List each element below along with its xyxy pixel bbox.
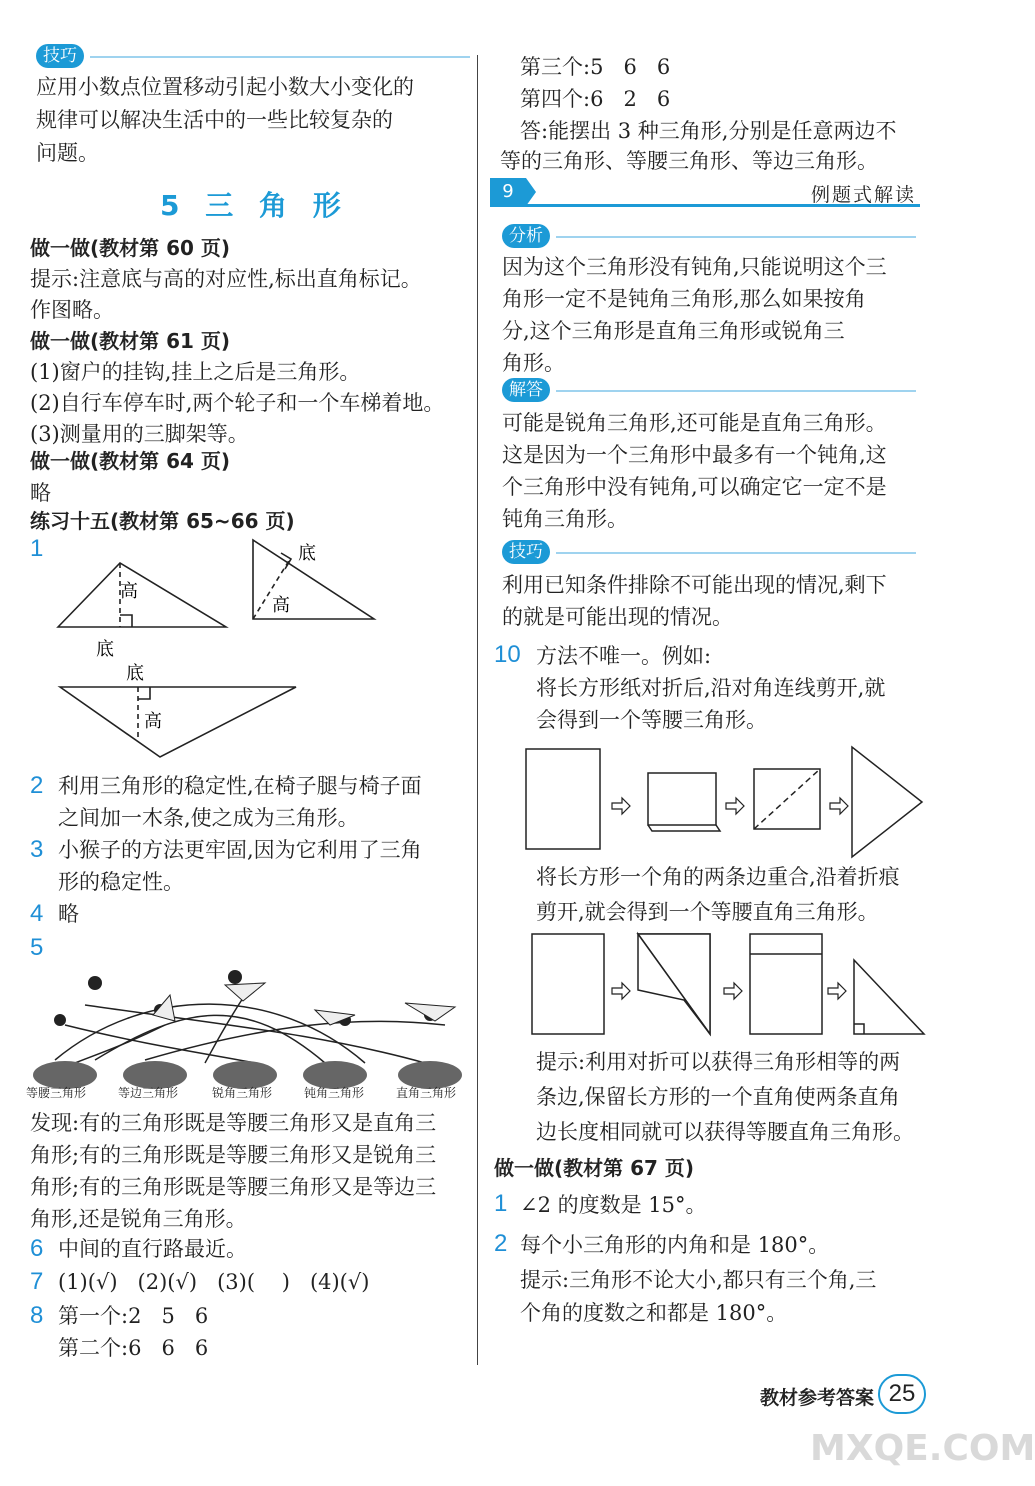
text-line: 钝角三角形。 (502, 507, 628, 531)
text-line: 条边,保留长方形的一个直角使两条直角 (536, 1085, 900, 1109)
text-line: 发现:有的三角形既是等腰三角形又是直角三 (30, 1111, 437, 1135)
arrow-icon (612, 983, 630, 999)
answer-badge: 解答 (502, 378, 550, 402)
badge-rule (90, 56, 470, 58)
text-line: 角形一定不是钝角三角形,那么如果按角 (502, 287, 866, 311)
tip-line: 问题。 (36, 141, 99, 165)
triangle-height-figures (50, 535, 350, 765)
exercise-heading: 练习十五(教材第 65~66 页) (30, 509, 295, 533)
text-line: 个角的度数之和都是 180°。 (520, 1301, 788, 1325)
analysis-badge: 分析 (502, 224, 550, 248)
badge-rule (556, 390, 916, 392)
text-line: 剪开,就会得到一个等腰直角三角形。 (536, 900, 879, 924)
right-angle-mark-3 (138, 687, 150, 699)
ant (228, 970, 242, 984)
mound-label: 等边三角形 (118, 1086, 179, 1100)
text-line: 会得到一个等腰三角形。 (536, 708, 767, 732)
badge-rule (556, 552, 916, 554)
text-line: 角形。 (502, 351, 565, 375)
text-line: 提示:注意底与高的对应性,标出直角标记。 (30, 267, 422, 291)
question-number: 1 (30, 535, 44, 562)
question-number: 10 (494, 641, 521, 668)
fold-diagram-1 (524, 745, 944, 865)
badge-rule (556, 236, 916, 238)
rectangle-paper (532, 934, 604, 1034)
text-line: 略 (58, 902, 79, 926)
triangle-1 (58, 563, 226, 627)
text-line: 利用三角形的稳定性,在椅子腿与椅子面 (58, 774, 422, 798)
triangle-3 (60, 687, 296, 757)
text-line: 第二个:6 6 6 (58, 1336, 209, 1360)
paper-with-crease (750, 934, 822, 1034)
label-di-3: 底 (126, 663, 144, 684)
text-line: (1)(√) (2)(√) (3)( ) (4)(√) (58, 1270, 370, 1294)
isosceles-triangle (852, 747, 922, 857)
question-number: 3 (30, 836, 44, 863)
text-line: 分,这个三角形是直角三角形或锐角三 (502, 319, 845, 343)
arrow-icon (828, 983, 846, 999)
question-number: 4 (30, 900, 44, 927)
text-line: 将长方形纸对折后,沿对角连线剪开,就 (536, 676, 886, 700)
arrow-icon (726, 798, 744, 814)
triangle-card (225, 983, 265, 1001)
text-line: 之间加一木条,使之成为三角形。 (58, 806, 359, 830)
tab-arrow (526, 178, 536, 206)
text-line: (1)窗户的挂钩,挂上之后是三角形。 (30, 360, 361, 384)
arrow-icon (724, 983, 742, 999)
mound-label: 直角三角形 (396, 1086, 457, 1100)
label-gao-2: 高 (272, 595, 290, 616)
question-number: 6 (30, 1235, 44, 1262)
text-line: 角形;有的三角形既是等腰三角形又是锐角三 (30, 1143, 437, 1167)
page-number: 25 (878, 1374, 926, 1414)
triangle-card (405, 1003, 455, 1021)
arrow-icon (612, 798, 630, 814)
exercise-heading: 做一做(教材第 64 页) (30, 449, 231, 473)
text-line: 作图略。 (30, 298, 114, 322)
text-line: 答:能摆出 3 种三角形,分别是任意两边不 (520, 119, 897, 143)
mound-label: 等腰三角形 (26, 1086, 87, 1100)
question-number: 7 (30, 1268, 44, 1295)
question-number: 2 (494, 1230, 508, 1257)
text-line: 提示:三角形不论大小,都只有三个角,三 (520, 1268, 877, 1292)
ant (54, 1014, 66, 1026)
example-number: 9 (490, 178, 526, 206)
rectangle-paper (526, 749, 600, 849)
mound-label: 钝角三角形 (304, 1086, 365, 1100)
ant (88, 976, 102, 990)
fold-edge (648, 825, 720, 831)
arrow-icon (830, 798, 848, 814)
exercise-heading: 做一做(教材第 60 页) (30, 236, 231, 260)
text-line: 略 (30, 481, 51, 505)
text-line: 将长方形一个角的两条边重合,沿着折痕 (536, 865, 900, 889)
isosceles-right-triangle (854, 960, 924, 1034)
text-line: 提示:利用对折可以获得三角形相等的两 (536, 1050, 901, 1074)
text-line: 中间的直行路最近。 (58, 1237, 247, 1261)
text-line: 第三个:5 6 6 (520, 55, 671, 79)
mound-label: 锐角三角形 (212, 1086, 273, 1100)
example-header (490, 178, 920, 206)
text-line: 角形,还是锐角三角形。 (30, 1207, 247, 1231)
text-line: 每个小三角形的内角和是 180°。 (520, 1233, 830, 1257)
matching-illustration (25, 965, 475, 1095)
text-line: ∠2 的度数是 15°。 (520, 1193, 707, 1217)
text-line: 可能是锐角三角形,还可能是直角三角形。 (502, 411, 887, 435)
text-line: 利用已知条件排除不可能出现的情况,剩下 (502, 573, 887, 597)
label-gao-3: 高 (144, 711, 162, 732)
text-line: 形的稳定性。 (58, 870, 184, 894)
column-divider (477, 55, 478, 1365)
text-line: 小猴子的方法更牢固,因为它利用了三角 (58, 838, 422, 862)
label-di-2: 底 (298, 543, 316, 564)
question-number: 1 (494, 1190, 508, 1217)
text-line: 等的三角形、等腰三角形、等边三角形。 (500, 149, 878, 173)
text-line: 边长度相同就可以获得等腰直角三角形。 (536, 1120, 914, 1144)
watermark: MXQE.COM (810, 1428, 1035, 1469)
text-line: 第一个:2 5 6 (58, 1304, 209, 1328)
question-number: 8 (30, 1302, 44, 1329)
exercise-heading: 做一做(教材第 67 页) (494, 1156, 695, 1180)
tip-badge: 技巧 (502, 540, 550, 564)
text-line: 因为这个三角形没有钝角,只能说明这个三 (502, 255, 887, 279)
fold-diagram-2 (524, 930, 944, 1050)
text-line: 这是因为一个三角形中最多有一个钝角,这 (502, 443, 887, 467)
text-line: 第四个:6 2 6 (520, 87, 671, 111)
text-line: (2)自行车停车时,两个轮子和一个车梯着地。 (30, 391, 445, 415)
example-label: 例题式解读 (810, 184, 916, 206)
section-title: 5 三 角 形 (160, 189, 349, 222)
tip-badge: 技巧 (36, 44, 84, 68)
text-line: 方法不唯一。例如: (536, 644, 712, 668)
text-line: (3)测量用的三脚架等。 (30, 422, 249, 446)
question-number: 2 (30, 772, 44, 799)
tip-line: 规律可以解决生活中的一些比较复杂的 (36, 108, 393, 132)
exercise-heading: 做一做(教材第 61 页) (30, 329, 231, 353)
tip-line: 应用小数点位置移动引起小数大小变化的 (36, 75, 414, 99)
label-gao-1: 高 (120, 581, 138, 602)
folded-paper (648, 773, 716, 825)
right-angle-mark-1 (120, 615, 132, 627)
footer-label: 教材参考答案 (760, 1387, 875, 1409)
text-line: 个三角形中没有钝角,可以确定它一定不是 (502, 475, 887, 499)
match-curve (65, 1025, 255, 1063)
label-di-1: 底 (96, 639, 114, 660)
text-line: 的就是可能出现的情况。 (502, 605, 733, 629)
text-line: 角形;有的三角形既是等腰三角形又是等边三 (30, 1175, 437, 1199)
question-number: 5 (30, 934, 44, 961)
